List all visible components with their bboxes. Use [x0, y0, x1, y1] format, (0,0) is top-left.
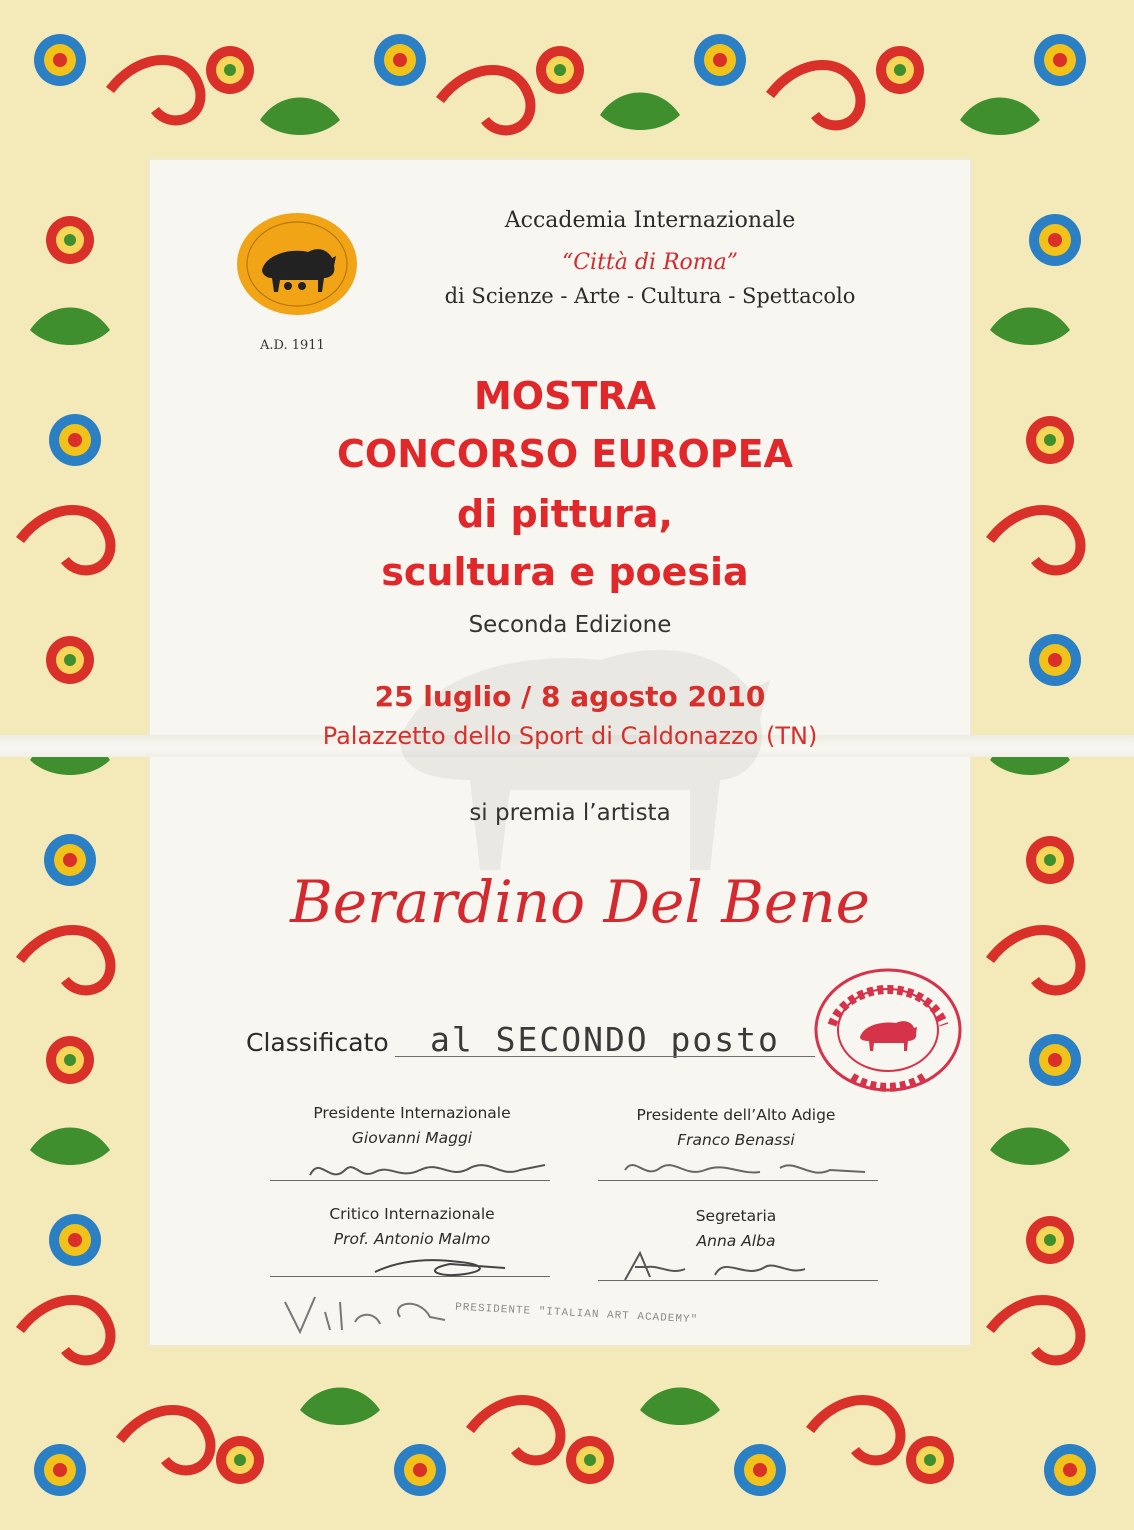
handwritten-signature-3 [370, 1250, 510, 1280]
academy-stamp-icon [812, 965, 964, 1095]
artist-name: Berardino Del Bene [290, 868, 870, 936]
signatory-role-3: Critico Internazionale [329, 1205, 495, 1223]
event-title-line4: scultura e poesia [381, 550, 749, 594]
handwritten-signature-2 [610, 1150, 870, 1190]
classification-underline [395, 1056, 815, 1057]
event-title-line1: MOSTRA [473, 374, 657, 418]
award-intro: si premia l’artista [469, 800, 671, 826]
signatory-role-1: Presidente Internazionale [313, 1104, 511, 1122]
signatory-name-1: Giovanni Maggi [351, 1129, 473, 1147]
event-venue: Palazzetto dello Sport di Caldonazzo (TN) [322, 722, 818, 750]
event-edition: Seconda Edizione [468, 612, 672, 638]
emblem-year: A.D. 1911 [260, 338, 325, 353]
event-title-line2: CONCORSO EUROPEA [337, 432, 793, 476]
signatory-role-4: Segretaria [695, 1207, 777, 1225]
academy-name-line2: “Città di Roma” [561, 250, 739, 275]
signatory-name-3: Prof. Antonio Malmo [333, 1230, 491, 1248]
event-dates: 25 luglio / 8 agosto 2010 [374, 680, 766, 713]
academy-name-line3: di Scienze - Arte - Cultura - Spettacolo [444, 284, 856, 308]
academy-name-line1: Accademia Internazionale [504, 208, 796, 233]
classification-label: Classificato [246, 1028, 389, 1057]
event-title-line3: di pittura, [457, 492, 673, 536]
capitoline-wolf-medallion-icon [236, 212, 358, 316]
handwritten-signature-4 [615, 1245, 815, 1285]
signatory-role-2: Presidente dell’Alto Adige [636, 1106, 836, 1124]
handwritten-signature-1 [300, 1150, 560, 1190]
handwritten-note-text: PRESIDENTE "ITALIAN ART ACADEMY" [454, 1301, 699, 1327]
signatory-name-4: Anna Alba [696, 1232, 776, 1250]
signatory-name-2: Franco Benassi [677, 1131, 795, 1149]
classification-value: al SECONDO posto [430, 1020, 780, 1059]
